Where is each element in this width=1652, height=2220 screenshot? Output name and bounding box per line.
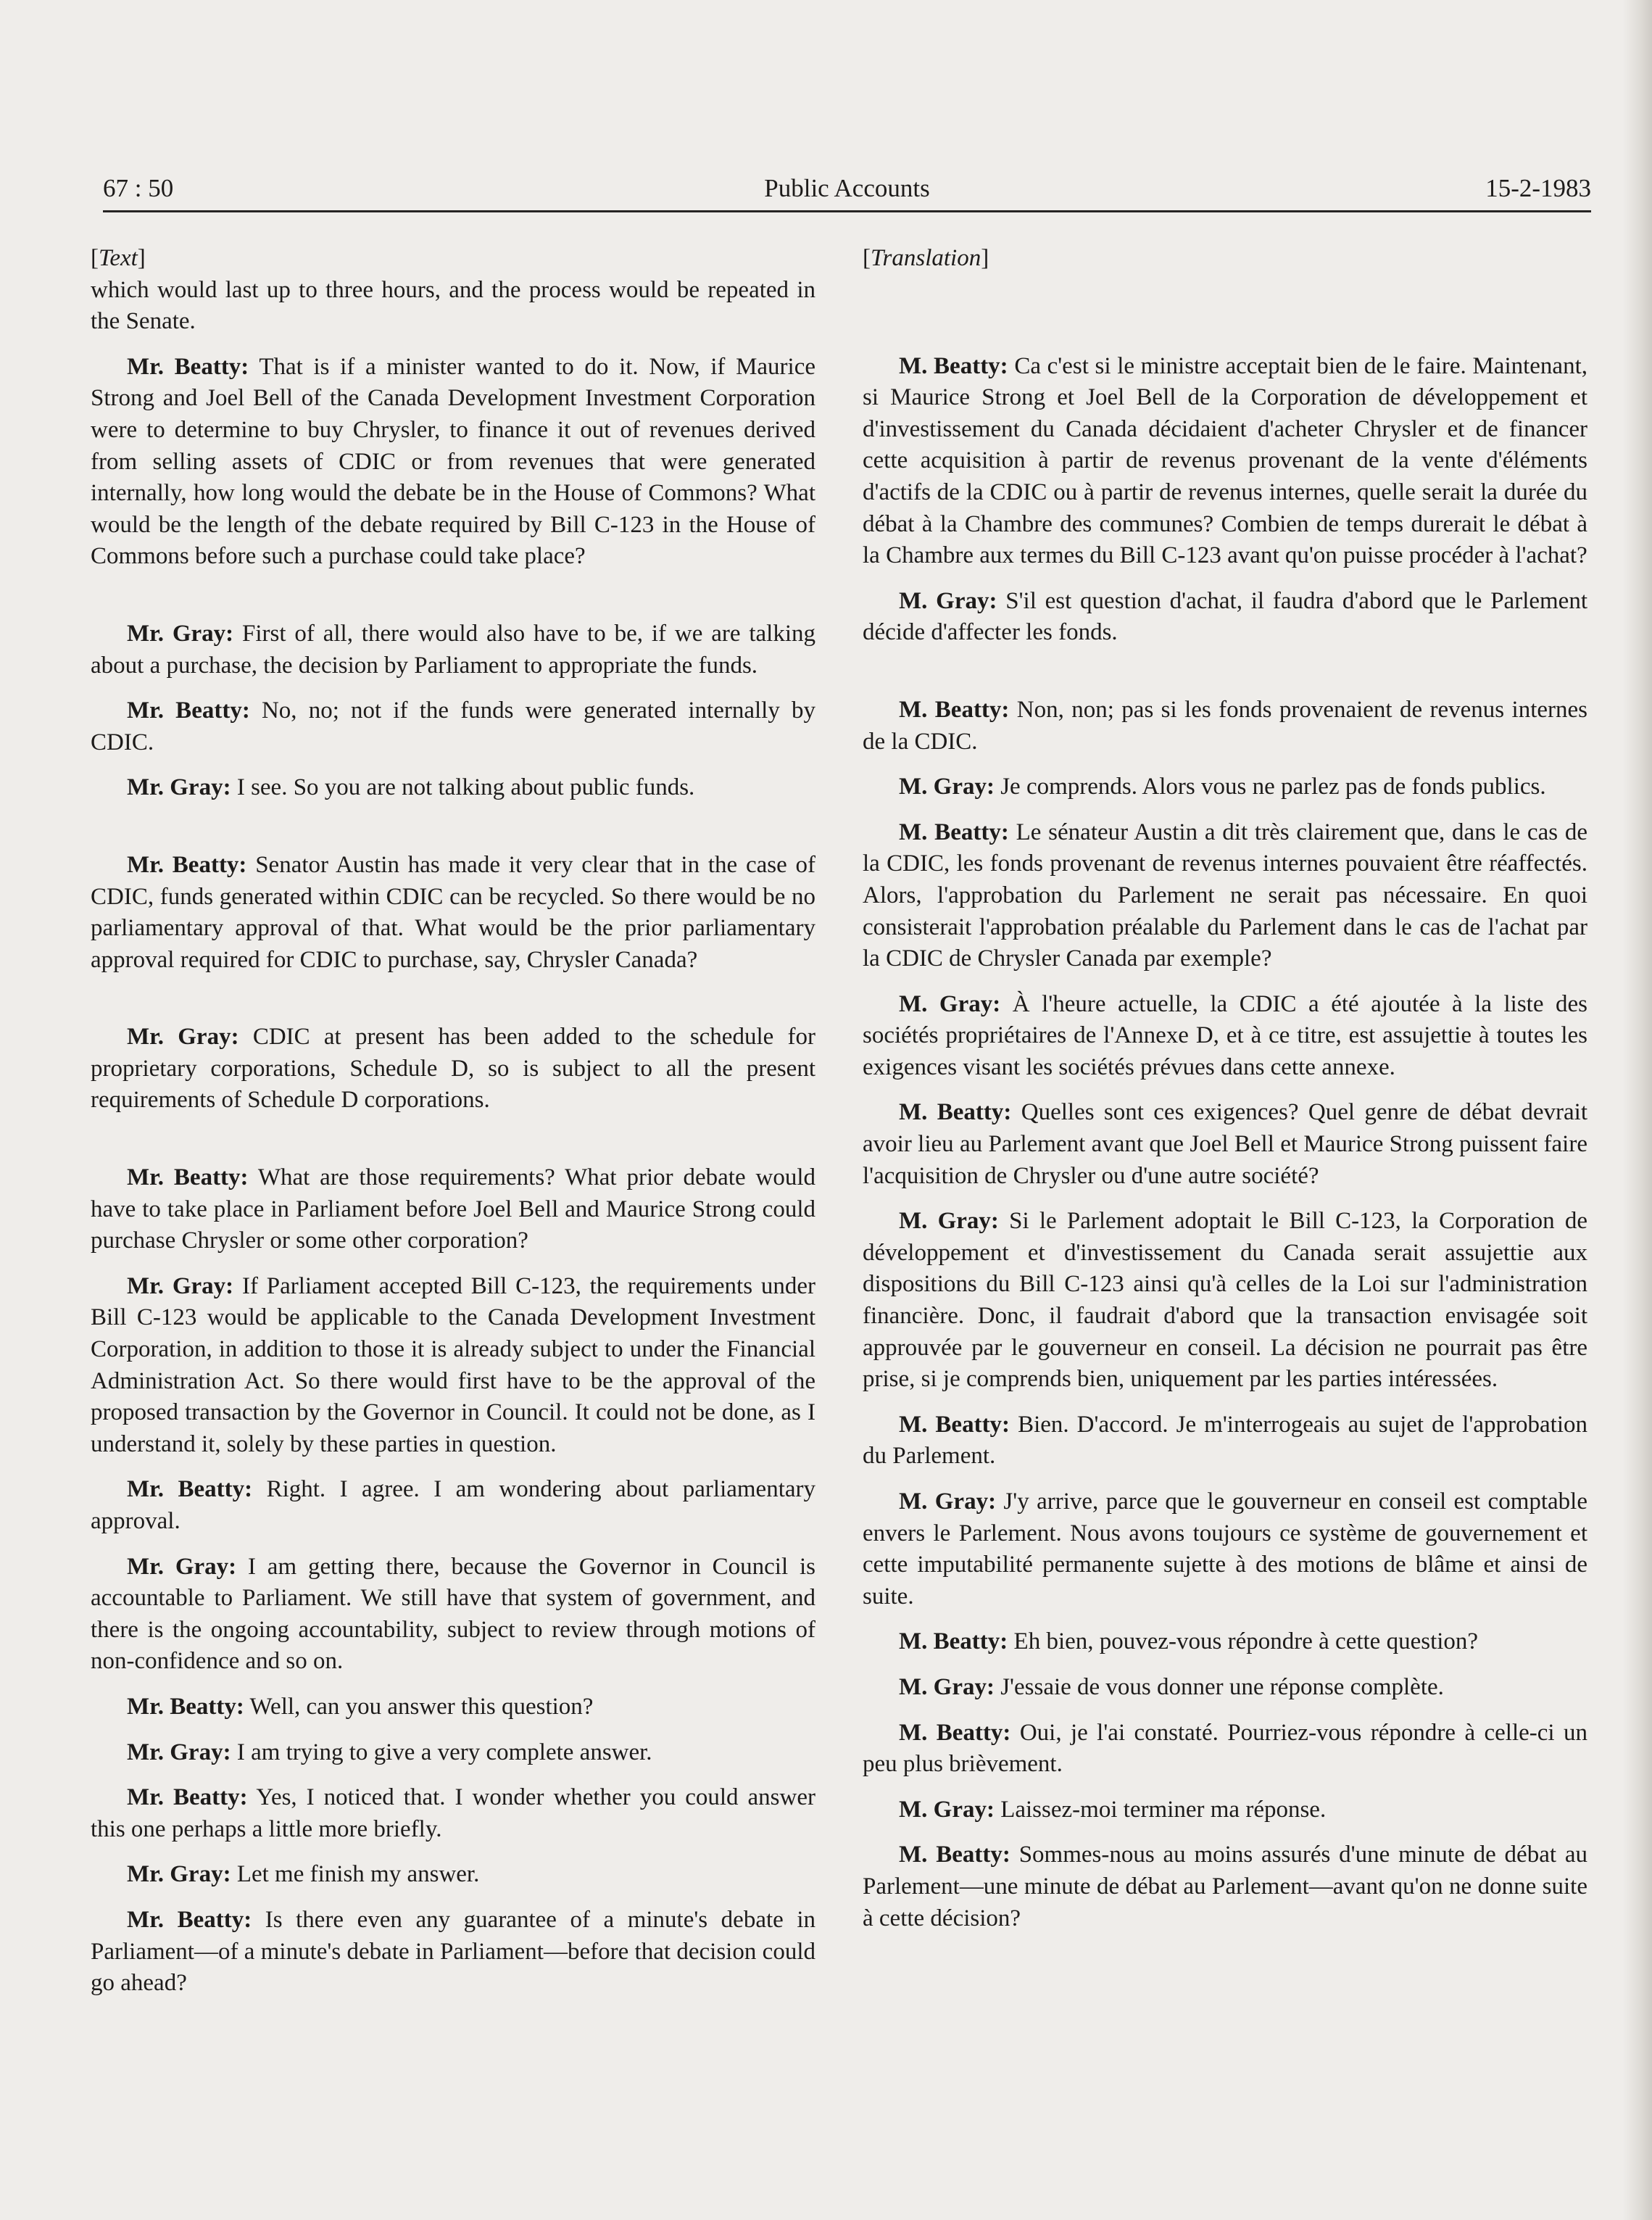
transcript-paragraph <box>91 1859 815 1891</box>
speech-text: First of all, there would also have to be, if we are talking about a purchase, the decision by Parliament to appropriate the funds. <box>91 620 815 679</box>
speech-text: Well, can you answer this question? <box>244 1693 594 1720</box>
speech-text: À l'heure actuelle, la CDIC a été ajoutée à la liste des sociétés propriétaires de l'Annexe D, et à ce titre, est assujettie à toutes les exigences visant les sociétés prévues dans cette annexe. <box>863 990 1587 1080</box>
speech-text: J'y arrive, parce que le gouverneur en conseil est comptable envers le Parlement. Nous avons toujours ce système de gouvernement et cette imputabilité permanente sujette à des motions de blâme et ainsi de suite. <box>863 1488 1587 1610</box>
transcript-paragraph <box>863 586 1587 649</box>
paragraph-gap <box>863 1612 1587 1626</box>
paragraph-gap <box>91 1891 815 1905</box>
transcript-paragraph <box>863 817 1587 975</box>
speech-text: What are those requirements? What prior debate would have to take place in Parliament before Joel Bell and Maurice Strong could purchase Chrysler or some other corporation? <box>91 1164 815 1254</box>
transcript-paragraph <box>91 695 815 758</box>
speech-text: Le sénateur Austin a dit très clairement que, dans le cas de la CDIC, les fonds provenant de revenus internes pouvaient être réaffectés. Alors, l'approbation du Parlement ne serait pas nécessaire. En quoi consisterait l'approbation préalable du Parlement dans le cas de l'achat par la CDIC de Chrysler Canada par exemple? <box>863 819 1587 972</box>
speaker-name: Mr. Beatty: <box>127 697 250 724</box>
speech-text: Yes, I noticed that. I wonder whether you could answer this one perhaps a little more briefly. <box>91 1784 815 1842</box>
page-number: 67 : 50 <box>103 174 174 202</box>
page-date: 15-2-1983 <box>1485 174 1591 202</box>
speaker-name: Mr. Beatty: <box>127 1164 249 1191</box>
speech-text: Laissez-moi terminer ma réponse. <box>994 1796 1327 1823</box>
speech-text: Eh bien, pouvez-vous répondre à cette question? <box>1008 1628 1479 1655</box>
speaker-name: Mr. Beatty: <box>127 1476 253 1503</box>
speaker-name: M. Gray: <box>899 1673 995 1700</box>
transcript-paragraph <box>863 1794 1587 1826</box>
publication-title: Public Accounts <box>764 174 930 202</box>
transcript-paragraph <box>91 1905 815 2000</box>
transcript-paragraph <box>91 1737 815 1769</box>
paragraph-gap <box>91 758 815 772</box>
speech-text: Bien. D'accord. Je m'interrogeais au sujet de l'approbation du Parlement. <box>863 1411 1587 1470</box>
transcript-paragraph <box>863 1486 1587 1612</box>
paragraph-gap <box>863 1192 1587 1206</box>
speaker-name: Mr. Beatty: <box>127 1784 248 1811</box>
transcript-paragraph <box>863 1672 1587 1704</box>
paragraph-gap <box>863 1826 1587 1839</box>
transcript-paragraph <box>863 351 1587 572</box>
french-column <box>863 243 1587 1934</box>
transcript-paragraph <box>91 1474 815 1537</box>
paragraph-gap <box>91 1117 815 1162</box>
transcript-paragraph <box>91 275 815 338</box>
transcript-paragraph <box>863 1206 1587 1396</box>
speech-text: If Parliament accepted Bill C-123, the requirements under Bill C-123 would be applicable to the Canada Development Investment Corporation, in addition to those it is already subject to under the Financial Administration Act. So there would first have to be the approval of the proposed transaction by the Governor in Council. It could not be done, as I understand it, solely by these parties in question. <box>91 1272 815 1457</box>
speaker-name: Mr. Gray: <box>127 1861 231 1888</box>
speaker-name: M. Beatty: <box>899 696 1010 723</box>
transcript-paragraph <box>863 1626 1587 1658</box>
speech-text: I am getting there, because the Governor in Council is accountable to Parliament. We still have that system of government, and there is the ongoing accountability, subject to review through motions of non-confidence and so on. <box>91 1553 815 1675</box>
speech-text: Sommes-nous au moins assurés d'une minute de débat au Parlement—une minute de débat au Parlement—avant qu'on ne donne suite à cette décision? <box>863 1842 1587 1931</box>
language-tag-french: [Translation] <box>863 245 989 271</box>
paragraph-gap <box>91 1723 815 1737</box>
paragraph-gap <box>863 758 1587 771</box>
transcript-paragraph <box>91 1271 815 1461</box>
speaker-name: M. Gray: <box>899 1488 997 1515</box>
transcript-paragraph <box>863 1409 1587 1473</box>
transcript-paragraph <box>91 1782 815 1845</box>
speaker-name: M. Beatty: <box>899 1842 1010 1868</box>
speech-text: Is there even any guarantee of a minute's debate in Parliament—of a minute's debate in Parliament—before that decision could go ahead? <box>91 1906 816 1997</box>
transcript-paragraph <box>91 352 815 573</box>
column-spacer <box>863 275 1587 351</box>
speech-text: J'essaie de vous donner une réponse complète. <box>994 1673 1444 1700</box>
paragraph-gap <box>863 1781 1587 1794</box>
transcript-paragraph <box>91 1022 815 1117</box>
speaker-name: M. Gray: <box>899 1796 995 1823</box>
speech-text: Quelles sont ces exigences? Quel genre de débat devrait avoir lieu au Parlement avant que Joel Bell et Maurice Strong puissent faire l'acquisition de Chrysler ou d'une autre société? <box>863 1099 1587 1189</box>
transcript-paragraph <box>863 695 1587 758</box>
speaker-name: M. Gray: <box>899 990 1001 1017</box>
speech-text: CDIC at present has been added to the schedule for proprietary corporations, Schedule D, so is subject to all the present requirements of Schedule D corporations. <box>91 1024 815 1114</box>
speaker-name: M. Beatty: <box>899 1719 1011 1746</box>
speech-text: Ca c'est si le ministre acceptait bien de le faire. Maintenant, si Maurice Strong et Joel Bell de la Corporation de développement et d'investissement du Canada décidaient d'acheter Chrysler et de financer cette acquisition à partir de revenus provenant de la vente d'éléments d'actifs de la CDIC ou à partir de revenus internes, quelle serait la durée du débat à la Chambre des communes? Combien de temps durerait le débat à la Chambre aux termes du Bill C-123 avant qu'on puisse procéder à l'achat? <box>863 352 1587 569</box>
paragraph-gap <box>91 1257 815 1271</box>
paragraph-gap <box>863 1658 1587 1672</box>
paragraph-gap <box>863 975 1587 989</box>
paragraph-gap <box>91 338 815 352</box>
paragraph-gap <box>91 1678 815 1691</box>
speaker-name: M. Gray: <box>899 1208 999 1235</box>
speech-text: Si le Parlement adoptait le Bill C-123, la Corporation de développement et d'investissement du Canada serait assujettie aux dispositions du Bill C-123 ainsi qu'à celles de la Loi sur l'administration financière. Donc, il faudrait d'abord que la transaction envisagée soit approuvée par le gouverneur en conseil. La décision ne pourrait pas être prise, si je comprends bien, uniquement par les parties intéressées. <box>863 1208 1587 1393</box>
speech-text: I see. So you are not talking about public funds. <box>231 774 695 801</box>
header-rule <box>103 210 1591 212</box>
speaker-name: M. Gray: <box>899 774 995 800</box>
paragraph-gap <box>863 572 1587 586</box>
speech-text: Non, non; pas si les fonds provenaient de revenus internes de la CDIC. <box>863 696 1587 755</box>
speech-text: No, no; not if the funds were generated internally by CDIC. <box>91 697 816 755</box>
transcript-paragraph <box>91 850 815 976</box>
transcript-paragraph <box>91 1162 815 1257</box>
speaker-name: M. Beatty: <box>899 1099 1012 1126</box>
speech-text: That is if a minister wanted to do it. Now, if Maurice Strong and Joel Bell of the Canada Development Investment Corporation were to determine to buy Chrysler, to finance it out of revenues derived from selling assets of CDIC or from revenues that were generated internally, how long would the debate be in the House of Commons? What would be the length of the debate required by Bill C-123 in the House of Commons before such a purchase could take place? <box>91 353 816 570</box>
language-tag-english: [Text] <box>91 245 146 271</box>
transcript-paragraph <box>91 1691 815 1723</box>
transcript-paragraph <box>863 989 1587 1084</box>
speaker-name: Mr. Gray: <box>127 620 234 647</box>
english-transcript <box>91 275 815 2000</box>
transcript-paragraph <box>91 772 815 804</box>
speaker-name: Mr. Gray: <box>127 1739 231 1765</box>
speaker-name: M. Beatty: <box>899 1628 1008 1655</box>
paragraph-gap <box>91 976 815 1022</box>
transcript-paragraph <box>863 1097 1587 1192</box>
speaker-name: Mr. Beatty: <box>127 851 247 878</box>
paragraph-gap <box>91 682 815 695</box>
paragraph-gap <box>863 1473 1587 1486</box>
speaker-name: Mr. Beatty: <box>127 353 249 380</box>
speech-text: S'il est question d'achat, il faudra d'abord que le Parlement décide d'affecter les fonds. <box>863 587 1587 646</box>
paragraph-gap <box>863 649 1587 695</box>
speaker-name: Mr. Beatty: <box>127 1906 252 1933</box>
speech-text: Right. I agree. I am wondering about parliamentary approval. <box>91 1476 816 1534</box>
speech-text: Senator Austin has made it very clear that in the case of CDIC, funds generated within CDIC can be recycled. So there would be no parliamentary approval of that. What would be the prior parliamentary approval required for CDIC to purchase, say, Chrysler Canada? <box>91 851 815 973</box>
paragraph-gap <box>863 1704 1587 1718</box>
page-binding-shadow <box>1623 0 1652 2220</box>
english-column <box>91 243 815 2000</box>
paragraph-gap <box>91 1460 815 1474</box>
speaker-name: M. Beatty: <box>899 1411 1010 1438</box>
speaker-name: Mr. Gray: <box>127 1024 239 1051</box>
speaker-name: M. Gray: <box>899 587 997 614</box>
page-header <box>103 174 1591 210</box>
paragraph-gap <box>863 803 1587 817</box>
transcript-paragraph <box>863 771 1587 803</box>
speaker-name: M. Beatty: <box>899 819 1009 845</box>
paragraph-gap <box>91 1538 815 1552</box>
paragraph-gap <box>863 1396 1587 1409</box>
transcript-paragraph <box>863 1839 1587 1934</box>
paragraph-gap <box>91 573 815 618</box>
paragraph-gap <box>863 1083 1587 1097</box>
speaker-name: Mr. Beatty: <box>127 1693 244 1720</box>
paragraph-gap <box>91 1845 815 1859</box>
transcript-paragraph <box>91 618 815 682</box>
speech-text: I am trying to give a very complete answer. <box>231 1739 652 1765</box>
speech-text: Let me finish my answer. <box>231 1861 480 1888</box>
transcript-paragraph <box>91 1552 815 1678</box>
speech-text: Je comprends. Alors vous ne parlez pas de fonds publics. <box>994 774 1546 800</box>
speech-text: which would last up to three hours, and the process would be repeated in the Senate. <box>91 276 815 335</box>
speech-text: Oui, je l'ai constaté. Pourriez-vous répondre à celle-ci un peu plus brièvement. <box>863 1719 1587 1778</box>
paragraph-gap <box>91 804 815 850</box>
paragraph-gap <box>91 1768 815 1782</box>
speaker-name: Mr. Gray: <box>127 1553 237 1580</box>
speaker-name: M. Beatty: <box>899 352 1008 379</box>
french-transcript <box>863 351 1587 1935</box>
speaker-name: Mr. Gray: <box>127 774 231 801</box>
transcript-paragraph <box>863 1718 1587 1781</box>
speaker-name: Mr. Gray: <box>127 1272 234 1299</box>
